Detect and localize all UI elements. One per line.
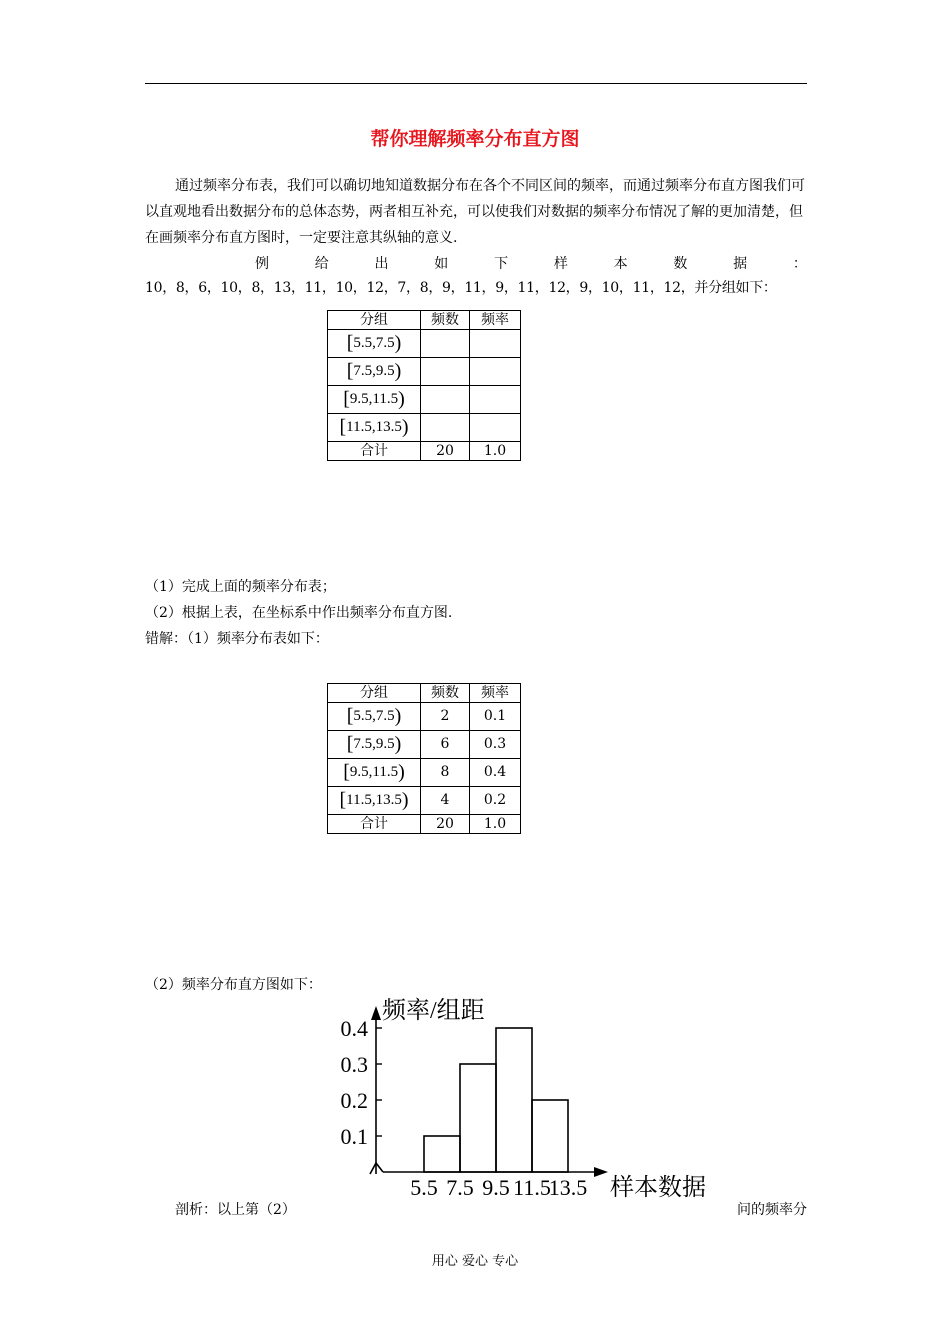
example-word: ： xyxy=(792,256,807,272)
interval-cell: [5.5,7.5) xyxy=(328,330,421,358)
count-cell: 8 xyxy=(421,759,470,787)
x-tick-label: 11.5 xyxy=(513,1175,551,1200)
count-cell xyxy=(421,386,470,414)
freq-cell xyxy=(470,386,521,414)
example-word: 数 xyxy=(673,256,688,272)
freq-cell xyxy=(470,330,521,358)
freq-cell xyxy=(470,414,521,442)
example-word: 如 xyxy=(434,256,449,272)
table-row xyxy=(328,330,521,358)
count-cell: 4 xyxy=(421,787,470,815)
interval-cell: [11.5,13.5) xyxy=(328,414,421,442)
table-row xyxy=(328,414,521,442)
x-tick-label: 5.5 xyxy=(410,1175,438,1200)
x-tick-label: 13.5 xyxy=(548,1175,588,1200)
histogram-bar xyxy=(496,1028,532,1172)
header-freq: 频率 xyxy=(470,311,521,330)
count-cell: 6 xyxy=(421,731,470,759)
freq-cell: 0.3 xyxy=(470,731,521,759)
sample-data-line: 10，8，6，10，8，13，11，10，12，7，8，9，11，9，11，12，9，10，11，12，并分组如下： xyxy=(145,280,777,296)
intro-paragraph: 通过频率分布表，我们可以确切地知道数据分布在各个不同区间的频率，而通过频率分布直方图我们可以直观地看出数据分布的总体态势，两者相互补充，可以使我们对数据的频率分布情况了解的更加清楚，但在画频率分布直方图时，一定要注意其纵轴的意义. xyxy=(145,178,805,246)
page-footer: 用心 爱心 专心 xyxy=(431,1254,519,1269)
header-group: 分组 xyxy=(328,684,421,703)
example-word: 出 xyxy=(374,256,389,272)
analysis-left: 剖析：以上第（2） xyxy=(175,1202,296,1218)
example-line xyxy=(145,251,807,277)
total-row xyxy=(328,442,521,461)
total-freq: 1.0 xyxy=(470,815,521,834)
question-1: （1）完成上面的频率分布表； xyxy=(145,579,336,595)
interval-cell: [5.5,7.5) xyxy=(328,703,421,731)
example-word: 据 xyxy=(733,256,748,272)
freq-cell: 0.1 xyxy=(470,703,521,731)
example-word: 本 xyxy=(613,256,628,272)
table-row xyxy=(328,703,521,731)
example-word: 样 xyxy=(553,256,568,272)
histogram-bar xyxy=(532,1100,568,1172)
table-row xyxy=(328,358,521,386)
count-cell xyxy=(421,330,470,358)
total-label: 合计 xyxy=(328,815,421,834)
header-group: 分组 xyxy=(328,311,421,330)
freq-cell xyxy=(470,358,521,386)
y-axis-label: 频率/组距 xyxy=(382,998,485,1024)
part-2-label: （2）频率分布直方图如下： xyxy=(145,977,322,993)
interval-cell: [9.5,11.5) xyxy=(328,759,421,787)
interval-cell: [7.5,9.5) xyxy=(328,731,421,759)
question-2: （2）根据上表，在坐标系中作出频率分布直方图. xyxy=(145,605,453,621)
total-freq: 1.0 xyxy=(470,442,521,461)
x-axis-label: 样本数据 xyxy=(610,1175,706,1201)
y-axis-arrow xyxy=(371,1006,381,1020)
page-title: 帮你理解频率分布直方图 xyxy=(370,128,580,150)
total-label: 合计 xyxy=(328,442,421,461)
table-row xyxy=(328,386,521,414)
count-cell: 2 xyxy=(421,703,470,731)
total-count: 20 xyxy=(421,442,470,461)
header-count: 频数 xyxy=(421,684,470,703)
table-row xyxy=(328,787,521,815)
example-word: 例 xyxy=(255,256,269,272)
table-row xyxy=(328,731,521,759)
count-cell xyxy=(421,358,470,386)
histogram-bar xyxy=(424,1136,460,1172)
example-word: 给 xyxy=(314,256,329,272)
total-row xyxy=(328,815,521,834)
table-row xyxy=(328,759,521,787)
interval-cell: [11.5,13.5) xyxy=(328,787,421,815)
header-rule xyxy=(145,83,807,84)
wrong-solution-label: 错解：（1）频率分布表如下： xyxy=(145,631,329,647)
interval-cell: [7.5,9.5) xyxy=(328,358,421,386)
y-tick-label: 0.2 xyxy=(340,1088,368,1113)
x-tick-label: 9.5 xyxy=(482,1175,510,1200)
example-word: 下 xyxy=(494,256,509,272)
frequency-histogram xyxy=(320,990,720,1205)
interval-cell: [9.5,11.5) xyxy=(328,386,421,414)
frequency-table-filled xyxy=(327,683,521,834)
y-tick-label: 0.4 xyxy=(340,1016,368,1041)
y-tick-label: 0.1 xyxy=(340,1124,368,1149)
x-tick-label: 7.5 xyxy=(446,1175,474,1200)
histogram-bar xyxy=(460,1064,496,1172)
freq-cell: 0.4 xyxy=(470,759,521,787)
y-tick-label: 0.3 xyxy=(340,1052,368,1077)
total-count: 20 xyxy=(421,815,470,834)
header-freq: 频率 xyxy=(470,684,521,703)
analysis-right: 问的频率分 xyxy=(737,1202,807,1218)
header-count: 频数 xyxy=(421,311,470,330)
frequency-table-blank xyxy=(327,310,521,461)
freq-cell: 0.2 xyxy=(470,787,521,815)
x-axis-arrow xyxy=(594,1167,608,1177)
count-cell xyxy=(421,414,470,442)
